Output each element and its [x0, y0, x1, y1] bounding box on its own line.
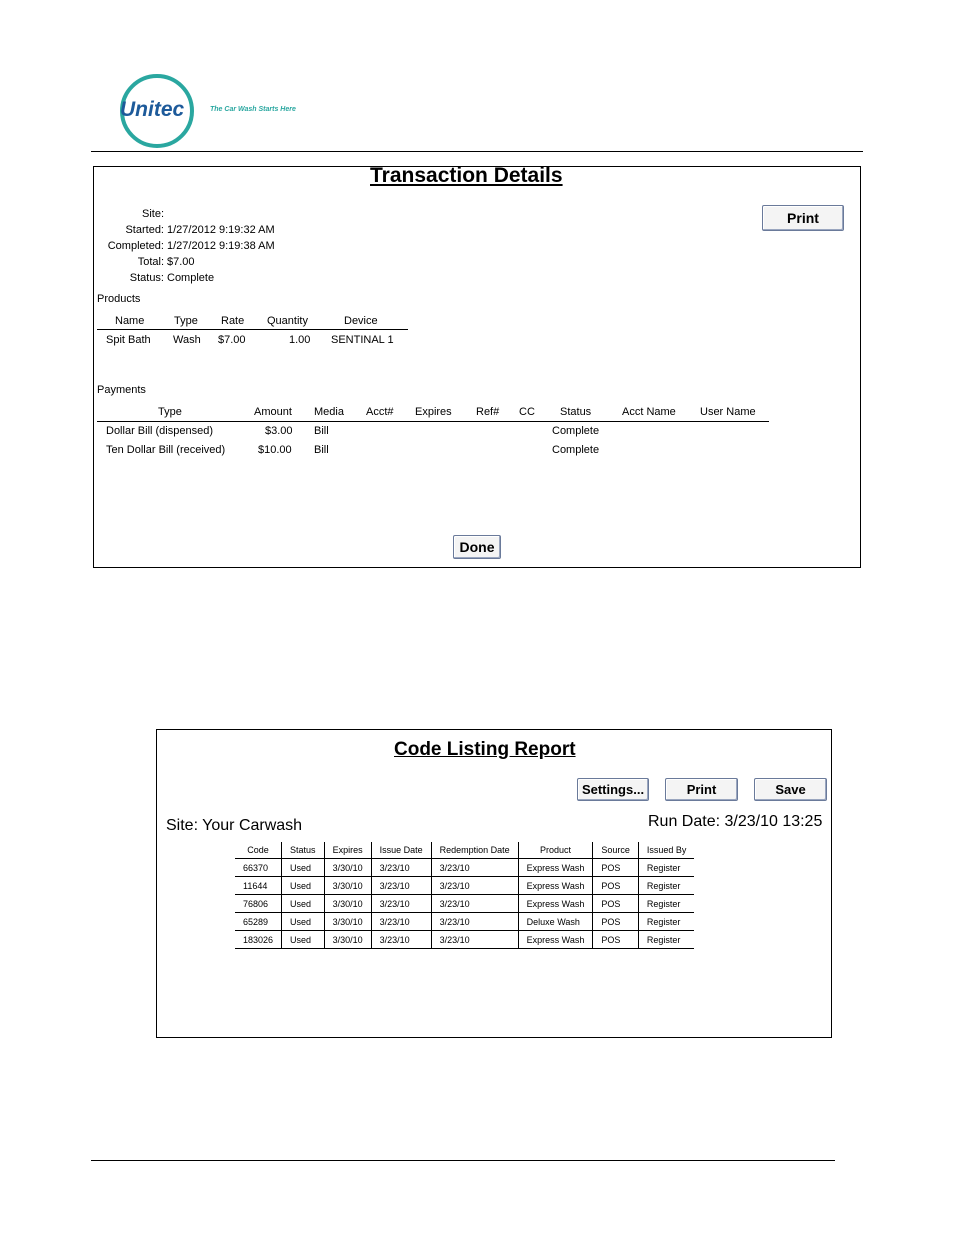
cell-status: Used — [282, 931, 325, 949]
product-type: Wash — [173, 334, 201, 346]
col-issue-date: Issue Date — [371, 842, 431, 859]
table-row — [235, 877, 694, 895]
logo-tagline: The Car Wash Starts Here — [210, 106, 296, 113]
payments-col-media: Media — [314, 406, 344, 418]
table-row — [235, 913, 694, 931]
products-col-type: Type — [174, 315, 198, 327]
cell-expires: 3/30/10 — [324, 931, 371, 949]
cell-source: POS — [593, 913, 639, 931]
cell-code: 11644 — [235, 877, 282, 895]
table-row — [235, 859, 694, 877]
cell-redemption-date: 3/23/10 — [431, 877, 518, 895]
settings-button[interactable]: Settings... — [577, 778, 649, 801]
cell-issued-by: Register — [638, 913, 694, 931]
products-heading: Products — [97, 293, 141, 305]
cell-issued-by: Register — [638, 859, 694, 877]
cell-code: 76806 — [235, 895, 282, 913]
product-device: SENTINAL 1 — [331, 334, 394, 346]
products-col-device: Device — [344, 315, 378, 327]
table-header-row — [235, 842, 694, 859]
col-source: Source — [593, 842, 639, 859]
cell-issued-by: Register — [638, 895, 694, 913]
save-button[interactable]: Save — [754, 778, 827, 801]
cell-expires: 3/30/10 — [324, 913, 371, 931]
code-listing-report-panel — [156, 729, 832, 1038]
payments-header-rule — [97, 421, 769, 422]
product-rate: $7.00 — [218, 334, 246, 346]
col-code: Code — [235, 842, 282, 859]
cell-status: Used — [282, 877, 325, 895]
cell-source: POS — [593, 859, 639, 877]
cell-code: 65289 — [235, 913, 282, 931]
total-label: Total: — [137, 256, 164, 268]
payment-media: Bill — [314, 425, 329, 437]
products-col-rate: Rate — [221, 315, 245, 327]
site-label: Site: Your Carwash — [166, 817, 303, 834]
started-label: Started: — [125, 224, 164, 236]
print-button[interactable]: Print — [665, 778, 738, 801]
completed-value: 1/27/2012 9:19:38 AM — [167, 240, 275, 252]
transaction-details-panel — [93, 166, 861, 568]
cell-issued-by: Register — [638, 877, 694, 895]
product-name: Spit Bath — [106, 334, 151, 346]
cell-redemption-date: 3/23/10 — [431, 895, 518, 913]
cell-issue-date: 3/23/10 — [371, 877, 431, 895]
payment-type: Dollar Bill (dispensed) — [106, 425, 213, 437]
table-row — [235, 931, 694, 949]
cell-redemption-date: 3/23/10 — [431, 913, 518, 931]
started-value: 1/27/2012 9:19:32 AM — [167, 224, 275, 236]
payments-col-user-name: User Name — [700, 406, 756, 418]
site-label: Site: — [141, 208, 164, 220]
transaction-info — [100, 206, 275, 286]
payment-media: Bill — [314, 444, 329, 456]
cell-expires: 3/30/10 — [324, 877, 371, 895]
payments-heading: Payments — [97, 384, 146, 396]
product-quantity: 1.00 — [289, 334, 311, 346]
cell-product: Express Wash — [518, 877, 593, 895]
cell-code: 183026 — [235, 931, 282, 949]
payment-type: Ten Dollar Bill (received) — [106, 444, 226, 456]
cell-product: Express Wash — [518, 931, 593, 949]
cell-status: Used — [282, 895, 325, 913]
logo-wordmark: Unitec — [120, 98, 185, 121]
cell-source: POS — [593, 895, 639, 913]
payments-col-amount: Amount — [254, 406, 292, 418]
payments-col-acct-name: Acct Name — [622, 406, 676, 418]
cell-issue-date: 3/23/10 — [371, 859, 431, 877]
cell-code: 66370 — [235, 859, 282, 877]
table-row — [235, 895, 694, 913]
cell-expires: 3/30/10 — [324, 859, 371, 877]
payments-col-acct: Acct# — [366, 406, 394, 418]
payments-col-expires: Expires — [415, 406, 452, 418]
cell-issue-date: 3/23/10 — [371, 895, 431, 913]
payments-col-type: Type — [158, 406, 182, 418]
cell-source: POS — [593, 931, 639, 949]
payment-amount: $10.00 — [258, 444, 292, 456]
cell-expires: 3/30/10 — [324, 895, 371, 913]
products-header-rule — [97, 329, 408, 330]
col-status: Status — [282, 842, 325, 859]
transaction-title: Transaction Details — [370, 164, 563, 187]
cell-issue-date: 3/23/10 — [371, 913, 431, 931]
payments-col-cc: CC — [519, 406, 535, 418]
done-button[interactable]: Done — [453, 535, 501, 559]
cell-status: Used — [282, 859, 325, 877]
col-redemption-date: Redemption Date — [431, 842, 518, 859]
col-expires: Expires — [324, 842, 371, 859]
cell-redemption-date: 3/23/10 — [431, 859, 518, 877]
payment-status: Complete — [552, 425, 600, 437]
cell-issue-date: 3/23/10 — [371, 931, 431, 949]
cell-product: Express Wash — [518, 895, 593, 913]
total-value: $7.00 — [167, 256, 195, 268]
col-issued-by: Issued By — [638, 842, 694, 859]
products-col-quantity: Quantity — [267, 315, 308, 327]
cell-product: Express Wash — [518, 859, 593, 877]
status-label: Status: — [129, 272, 164, 284]
cell-source: POS — [593, 877, 639, 895]
payments-col-ref: Ref# — [476, 406, 500, 418]
payments-col-status: Status — [560, 406, 592, 418]
run-date: Run Date: 3/23/10 13:25 — [648, 813, 823, 830]
col-product: Product — [518, 842, 593, 859]
cell-status: Used — [282, 913, 325, 931]
status-value: Complete — [167, 272, 215, 284]
code-report-title: Code Listing Report — [394, 739, 576, 760]
completed-label: Completed: — [107, 240, 164, 252]
products-col-name: Name — [115, 315, 145, 327]
payment-amount: $3.00 — [265, 425, 293, 437]
unitec-logo — [118, 74, 318, 148]
cell-redemption-date: 3/23/10 — [431, 931, 518, 949]
cell-product: Deluxe Wash — [518, 913, 593, 931]
header-divider — [91, 151, 863, 152]
payment-status: Complete — [552, 444, 600, 456]
print-button[interactable]: Print — [762, 205, 844, 231]
footer-divider — [91, 1160, 835, 1161]
code-listing-table — [235, 842, 694, 949]
cell-issued-by: Register — [638, 931, 694, 949]
